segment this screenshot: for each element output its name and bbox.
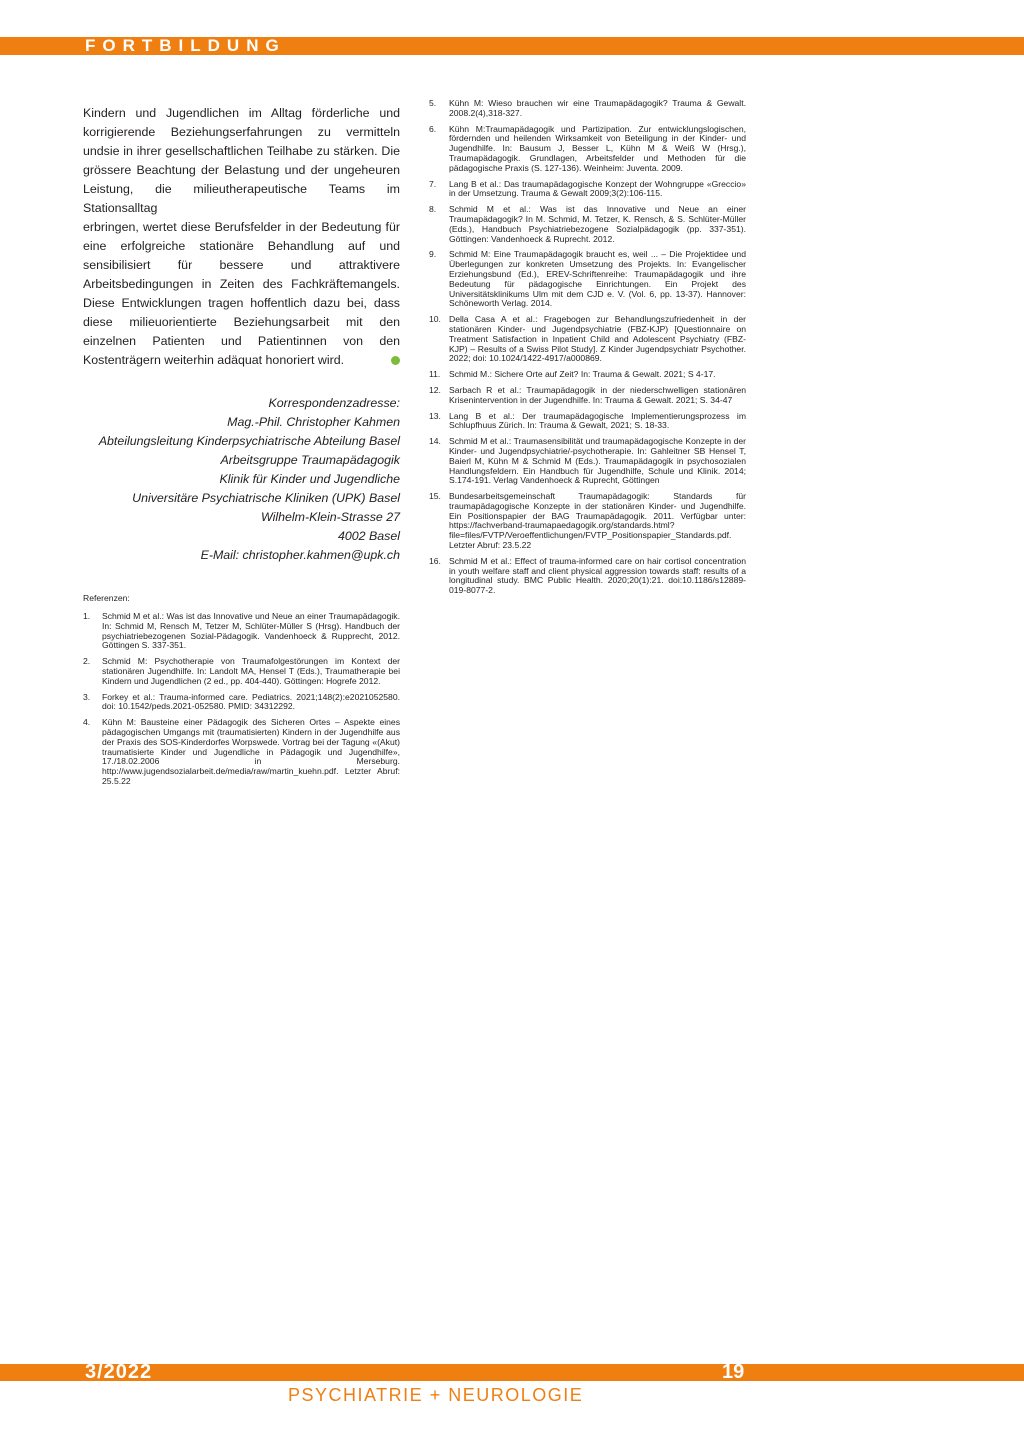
reference-number: 14. [429, 436, 441, 447]
reference-item [83, 612, 400, 651]
reference-number: 7. [429, 178, 437, 189]
paragraph: Kindern und Jugendlichen im Alltag förderliche und korrigierende Beziehungserfahrungen zu vermitteln undsie in ihrer gesellschaftlichen Teilhabe zu stärken. Die grössere Beachtung der Belastung und der ungeheuren Leistung, die milieutherapeutische Teams im Stationsalltag [83, 106, 400, 215]
reference-item [429, 99, 746, 119]
right-column [429, 99, 746, 602]
reference-number: 10. [429, 314, 441, 325]
reference-item [429, 370, 746, 380]
reference-item [83, 657, 400, 686]
reference-item [429, 205, 746, 244]
reference-text: Kühn M:Traumapädagogik und Partizipation. Zur entwicklungslogischen, fördernden und heilenden Wirksamkeit von Beteiligung in der Kinder- und Jugendhilfe. In: Bausum J, Besser L, Kühn M & Weiß W (Hrsg.), Traumapädagogik. Grundlagen, Arbeitsfelder und Methoden für die pädagogische Praxis (S. 127-136). Weinheim: Juventa. 2009. [449, 123, 746, 173]
reference-number: 15. [429, 491, 441, 502]
reference-text: Forkey et al.: Trauma-informed care. Pediatrics. 2021;148(2):e2021052580. doi: 10.1542/peds.2021-052580. PMID: 34312292. [102, 691, 400, 712]
reference-text: Kühn M: Wieso brauchen wir eine Traumapädagogik? Trauma & Gewalt. 2008.2(4),318-327. [449, 98, 746, 118]
reference-number: 5. [429, 98, 437, 108]
journal-title: PSYCHIATRIE + NEUROLOGIE [288, 1385, 584, 1405]
reference-number: 1. [83, 611, 91, 621]
reference-text: Schmid M: Eine Traumapädagogik braucht es, weil ... – Die Projektidee und Überlegungen zur konkreten Umsetzung des Projekts. In: Evangelischer Erziehungsbund (Ed.), EREV-Schriftenreihe: Traumapädagogik und ihre Bedeutung für pädagogische Einrichtungen. Ein Projekt des Universitätsklinikums Ulm mit dem CJD e. V. (Vol. 6, pp. 13-37). Hannover: Schöneworth Verlag. 2014. [449, 249, 746, 309]
footer-bar [0, 1364, 1024, 1381]
reference-text: Schmid M et al.: Traumasensibilität und traumapädagogische Konzepte in der Kinder- und Jugendpsychiatrie/-psychotherapie. In: Gahleitner SB Hensel T, Baierl M, Kühn M & Schmid M (Eds.). Traumapädagogik in psychosozialen Handlungsfeldern. Ein Handbuch für Jugendhilfe, Schule und Klinik. 2014; S.174-191. Verlag Vandenhoeck & Ruprecht, Göttingen [449, 436, 746, 486]
end-mark-icon [391, 356, 400, 365]
reference-text: Lang B et al.: Das traumapädagogische Konzept der Wohngruppe «Greccio» in der Umsetzung. Trauma & Gewalt 2009;3(2):106-115. [449, 178, 746, 199]
contact-line: Arbeitsgruppe Traumapädagogik [220, 453, 400, 467]
reference-number: 12. [429, 384, 441, 395]
reference-text: Schmid M et al.: Was ist das Innovative und Neue an einer Traumapädagogik? In M. Schmid, M. Tetzer, K. Rensch, & S. Schlüter-Müller (Eds.), Handbuch Psychiatriebezogene Sozialpädagogik (pp. 337-351). Göttingen: Vandenhoeck & Ruprecht. 2012. [449, 204, 746, 244]
contact-line: Wilhelm-Klein-Strasse 27 [261, 510, 400, 524]
reference-number: 16. [429, 555, 441, 566]
reference-number: 13. [429, 410, 441, 421]
contact-line: Abteilungsleitung Kinderpsychiatrische Abteilung Basel [98, 434, 400, 448]
reference-number: 3. [83, 691, 91, 702]
reference-text: Schmid M et al.: Was ist das Innovative und Neue an einer Traumapädagogik. In: Schmid M, Rensch M, Tetzer M, Schlüter-Müller S (Hrsg). Handbuch der psychiatriebezogenen Sozial-Pädagogik. Vandenhoeck & Rupprecht, 2012. Göttingen S. 337-351. [102, 611, 400, 651]
reference-text: Schmid M.: Sichere Orte auf Zeit? In: Trauma & Gewalt. 2021; S 4-17. [449, 369, 716, 380]
reference-item [429, 386, 746, 406]
contact-line: Universitäre Psychiatrische Kliniken (UPK) Basel [132, 491, 400, 505]
reference-item [429, 250, 746, 309]
reference-item [429, 412, 746, 432]
contact-email[interactable]: E-Mail: christopher.kahmen@upk.ch [200, 548, 400, 562]
reference-item [83, 718, 400, 787]
references-label: Referenzen: [83, 593, 130, 603]
reference-item [429, 315, 746, 364]
page-number: 19 [722, 1361, 745, 1383]
reference-item [429, 557, 746, 596]
reference-item [429, 125, 746, 174]
reference-number: 9. [429, 249, 437, 260]
reference-number: 2. [83, 656, 91, 667]
contact-heading: Korrespondenzadresse: [268, 396, 400, 410]
reference-number: 4. [83, 717, 91, 728]
section-label: FORTBILDUNG [85, 36, 286, 55]
paragraph-text: erbringen, wertet diese Berufsfelder in der Bedeutung für eine erfolgreiche stationäre Behandlung auf und sensibilisiert für bessere und attraktivere Arbeitsbedingungen in Zeiten des Fachkräftemangels. Diese Entwicklungen tragen hoffentlich dazu bei, dass diese milieuorientierte Beziehungsarbeit mit den einzelnen Patienten und Patientinnen von den Kostenträgern weiterhin adäquat honoriert wird. [83, 220, 400, 367]
left-column [83, 104, 400, 793]
paragraph [83, 218, 400, 370]
reference-text: Schmid M et al.: Effect of trauma-informed care on hair cortisol concentration in youth welfare staff and client physical aggression towards staff: results of a longitudinal study. BMC Public Health. 2020;20(1):21. doi:10.1186/s12889-019-8077-2. [449, 555, 746, 596]
reference-text: Schmid M: Psychotherapie von Traumafolgestörungen im Kontext der stationären Jugendhilfe. In: Landolt MA, Hensel T (Eds.), Traumatherapie bei Kindern und Jugendlichen (2 ed., pp. 404-440). Göttingen: Hogrefe 2012. [102, 656, 400, 686]
contact-line: Klinik für Kinder und Jugendliche [219, 472, 400, 486]
reference-text: Lang B et al.: Der traumapädagogische Implementierungsprozess im Schlupfhuus Zürich. In: Trauma & Gewalt, 2021; S. 18-33. [449, 410, 746, 431]
reference-item [429, 492, 746, 551]
reference-item [429, 180, 746, 200]
reference-number: 6. [429, 123, 437, 134]
reference-number: 8. [429, 204, 437, 215]
article-body [83, 104, 400, 370]
contact-line: Mag.-Phil. Christopher Kahmen [227, 415, 400, 429]
reference-number: 11. [429, 369, 441, 380]
reference-text: Della Casa A et al.: Fragebogen zur Behandlungszufriedenheit in der stationären Kinder- und Jugendpsychiatrie (FBZ-KJP) [Questionnaire on Treatment Satisfaction in Inpatient Child and Adolescent Psychiatry (FBZ-KJP) – Results of a Swiss Pilot Study]. Z Kinder Jugendpsychiatr Psychother. 2022; doi: 10.1024/1422-4917/a000869. [449, 314, 746, 364]
issue-number: 3/2022 [85, 1361, 153, 1383]
references-list-left [83, 612, 400, 787]
reference-text: Kühn M: Bausteine einer Pädagogik des Sicheren Ortes – Aspekte eines pädagogischen Umgangs mit (traumatisierten) Kindern in der Jugendhilfe aus der Praxis des SOS-Kinderdorfes Worpswede. Vortrag bei der Tagung «(Akut) traumatisierte Kinder und Jugendliche in Pädagogik und Jugendhilfe», 17./18.02.2006 in Merseburg. http://www.jugendsozialarbeit.de/media/raw/martin_kuehn.pdf. Letzter Abruf: 25.5.22 [102, 717, 400, 786]
reference-item [429, 437, 746, 486]
reference-item [83, 693, 400, 713]
reference-text: Bundesarbeitsgemeinschaft Traumapädagogik: Standards für traumapädagogische Konzepte in der stationären Kinder- und Jugendhilfe. Ein Positionspapier der BAG Traumapädagogik. 2011. Verfügbar unter: https://fachverband-traumapaedagogik.org/standards.html?file=files/FVTP/Veroeffentlichungen/FVTP_Positionspapier_Standards.pdf. Letzter Abruf: 23.5.22 [449, 491, 746, 551]
correspondence-address [83, 394, 400, 565]
reference-text: Sarbach R et al.: Traumapädagogik in der niederschwelligen stationären Krisenintervention in der Jugendhilfe. In: Trauma & Gewalt. 2021; S. 34-47 [449, 384, 746, 405]
contact-line: 4002 Basel [337, 529, 400, 543]
